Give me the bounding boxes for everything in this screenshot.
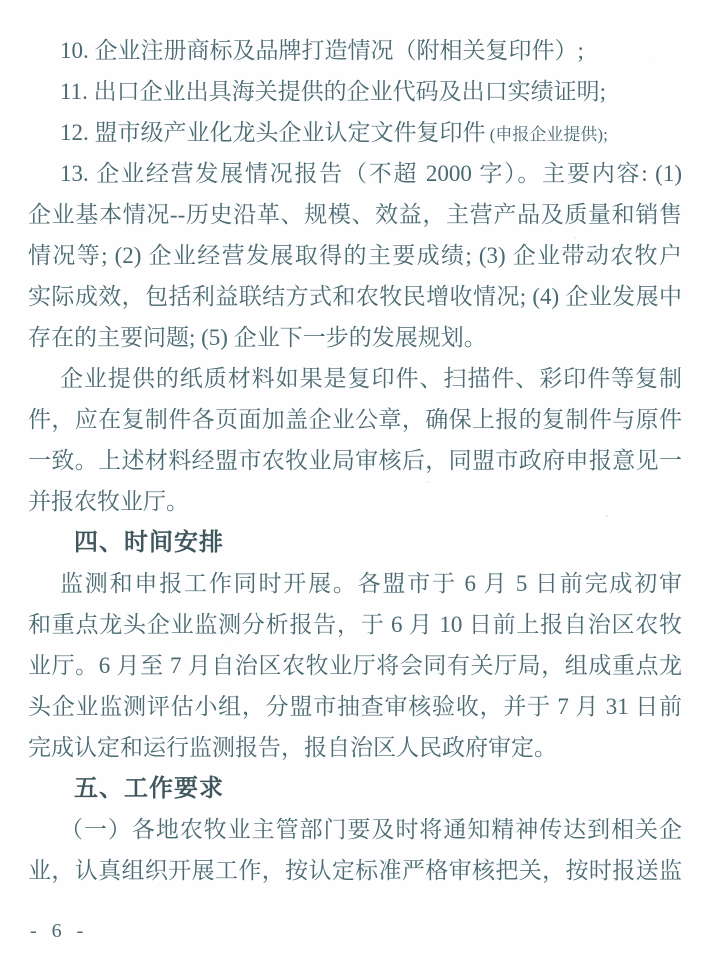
text-line: 业，认真组织开展工作，按认定标准严格审核把关，按时报送监 — [28, 858, 682, 883]
text-line: 实际成效，包括利益联结方式和农牧民增收情况; (4) 企业发展中 — [28, 284, 682, 309]
text-line: 11. 出口企业出具海关提供的企业代码及出口实绩证明; — [60, 79, 607, 104]
text-line: 件，应在复制件各页面加盖企业公章，确保上报的复制件与原件 — [28, 407, 682, 432]
section-heading-work-requirements: 五、工作要求 — [74, 775, 224, 802]
text-line: 13. 企业经营发展情况报告（不超 2000 字）。主要内容: (1) — [60, 161, 682, 186]
text-line: 企业提供的纸质材料如果是复印件、扫描件、彩印件等复制 — [60, 366, 682, 391]
page-number: - 6 - — [30, 920, 89, 942]
text-line: 并报农牧业厅。 — [28, 489, 189, 514]
text-line: 存在的主要问题; (5) 企业下一步的发展规划。 — [28, 325, 487, 350]
text-line: 监测和申报工作同时开展。各盟市于 6 月 5 日前完成初审 — [60, 571, 682, 596]
fine-print: (申报企业提供); — [485, 125, 608, 144]
section-heading-time-arrangement: 四、时间安排 — [74, 529, 224, 556]
text-line: （一）各地农牧业主管部门要及时将通知精神传达到相关企 — [60, 817, 682, 842]
text-line: 企业基本情况--历史沿革、规模、效益，主营产品及质量和销售 — [28, 202, 682, 227]
text-line — [28, 112, 682, 153]
text-line: 和重点龙头企业监测分析报告，于 6 月 10 日前上报自治区农牧 — [28, 612, 682, 637]
text-line: 情况等; (2) 企业经营发展取得的主要成绩; (3) 企业带动农牧户 — [28, 243, 682, 268]
text-line: 10. 企业注册商标及品牌打造情况（附相关复印件）; — [60, 38, 584, 63]
text-line: 业厅。6 月至 7 月自治区农牧业厅将会同有关厅局，组成重点龙 — [28, 653, 682, 678]
text-line: 完成认定和运行监测报告，报自治区人民政府审定。 — [28, 735, 557, 760]
text-line: 一致。上述材料经盟市农牧业局审核后，同盟市政府申报意见一 — [28, 448, 682, 473]
text-line: 头企业监测评估小组，分盟市抽查审核验收，并于 7 月 31 日前 — [28, 694, 682, 719]
text-line-main: 12. 盟市级产业化龙头企业认定文件复印件 — [60, 120, 486, 145]
